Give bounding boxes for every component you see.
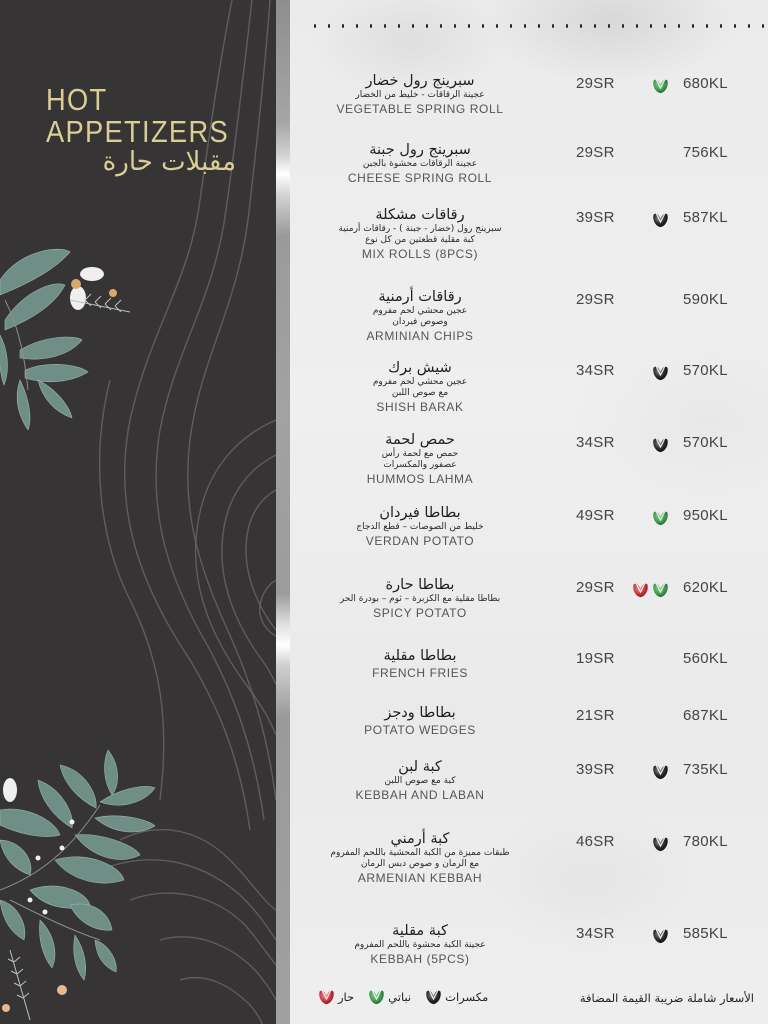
item-description-ar: مع الرمان و صوص دبس الرمان — [360, 859, 480, 869]
item-price: 34SR — [576, 362, 615, 379]
vegan-icon — [652, 77, 669, 94]
metallic-divider-strip — [276, 0, 290, 1024]
item-price: 49SR — [576, 507, 615, 524]
item-price: 29SR — [576, 144, 615, 161]
item-description-ar: عجينة الرقاقات محشوة بالجبن — [362, 159, 478, 169]
left-decorative-panel — [0, 0, 276, 1024]
item-name-ar: بطاطا حارة — [385, 577, 455, 593]
section-title-en-line1: HOT — [46, 82, 108, 117]
item-dietary-icons — [621, 146, 669, 164]
item-calories: 585KL — [683, 925, 728, 942]
item-name-ar: كبة لبن — [398, 759, 442, 775]
legend-nuts-label: مكسرات — [445, 989, 489, 1004]
vegan-icon — [368, 988, 385, 1005]
vegan-icon — [652, 509, 669, 526]
item-dietary-icons — [621, 581, 669, 599]
item-calories: 570KL — [683, 362, 728, 379]
spicy-icon — [318, 988, 335, 1005]
section-title-ar: مقبلات حارة — [102, 147, 236, 177]
vegan-icon — [652, 581, 669, 598]
item-text — [320, 704, 520, 738]
nuts-icon — [652, 436, 669, 453]
item-description-ar: عجين محشي لحم مفروم — [372, 377, 468, 387]
item-text — [320, 141, 520, 186]
item-calories: 687KL — [683, 707, 728, 724]
botanical-leaves-top-illustration — [0, 240, 140, 430]
item-dietary-icons — [621, 652, 669, 670]
botanical-leaves-bottom-illustration — [0, 740, 170, 1024]
item-description-ar: عجين محشي لحم مفروم — [372, 306, 468, 316]
item-description-ar: سبرينج رول (خضار - جبنة ) - رقاقات أرمنية — [338, 224, 502, 234]
item-description-ar: عجينة الرقاقات - خليط من الخضار — [355, 90, 485, 100]
item-name-ar: سبرينج رول جبنة — [369, 142, 471, 158]
item-description-ar: عجينة الكبة محشوة باللحم المفروم — [354, 940, 486, 950]
nuts-icon — [652, 927, 669, 944]
item-name-en: HUMMOS LAHMA — [366, 472, 474, 486]
dotted-divider — [308, 24, 766, 28]
section-title-en-line2: APPETIZERS — [46, 114, 229, 149]
item-dietary-icons — [621, 364, 669, 382]
item-text — [320, 504, 520, 549]
item-description-ar: خليط من الصوصات – قطع الدجاج — [356, 522, 484, 532]
nuts-icon — [652, 364, 669, 381]
item-price: 19SR — [576, 650, 615, 667]
item-dietary-icons — [621, 293, 669, 311]
menu-list-panel — [290, 0, 768, 1024]
item-name-en: KEBBAH AND LABAN — [355, 788, 485, 802]
item-price: 39SR — [576, 209, 615, 226]
item-text — [320, 206, 520, 262]
item-description-ar: مع صوص اللبن — [391, 388, 449, 398]
item-description-ar: كبة مع صوص اللبن — [384, 776, 456, 786]
item-name-en: MIX ROLLS (8PCS) — [361, 247, 479, 261]
item-description-ar: وصوص فيردان — [392, 317, 448, 327]
item-name-ar: بطاطا ودجز — [384, 705, 456, 721]
nuts-icon — [652, 835, 669, 852]
item-name-ar: رقاقات مشكلة — [375, 207, 465, 223]
item-dietary-icons — [621, 927, 669, 945]
legend-vegan-label: نباتي — [388, 989, 412, 1004]
item-name-en: SHISH BARAK — [376, 400, 464, 414]
item-name-ar: حمص لحمة — [385, 432, 455, 448]
section-title — [46, 84, 254, 177]
item-name-ar: سبرينج رول خضار — [365, 73, 475, 89]
item-name-ar: بطاطا مقلية — [383, 648, 457, 664]
item-dietary-icons — [621, 436, 669, 454]
item-text — [320, 359, 520, 415]
item-name-ar: شيش برك — [388, 360, 452, 376]
item-description-ar: حمص مع لحمة رأس — [381, 449, 459, 459]
nuts-icon — [425, 988, 442, 1005]
legend-vegan — [368, 988, 411, 1005]
menu-footer — [290, 988, 768, 1012]
vat-note: الأسعار شاملة ضريبة القيمة المضافة — [579, 991, 754, 1005]
item-dietary-icons — [621, 709, 669, 727]
item-name-en: VERDAN POTATO — [365, 534, 475, 548]
item-text — [320, 72, 520, 117]
item-name-ar: بطاطا فيردان — [379, 505, 461, 521]
item-calories: 756KL — [683, 144, 728, 161]
item-name-en: ARMINIAN CHIPS — [366, 329, 474, 343]
item-name-ar: كبة أرمني — [390, 831, 450, 847]
dietary-legend — [308, 988, 488, 1005]
item-price: 29SR — [576, 291, 615, 308]
item-price: 34SR — [576, 925, 615, 942]
item-text — [320, 576, 520, 621]
item-description-ar: بطاطا مقلية مع الكزبرة – ثوم – بودرة الحر — [339, 594, 501, 604]
item-description-ar: كبة مقلية قطعتين من كل نوع — [365, 235, 475, 245]
item-calories: 680KL — [683, 75, 728, 92]
item-dietary-icons — [621, 77, 669, 95]
item-price: 29SR — [576, 75, 615, 92]
item-description-ar: طبقات مميزة من الكبة المحشية باللحم المفروم — [330, 848, 510, 858]
item-calories: 560KL — [683, 650, 728, 667]
spicy-icon — [632, 581, 649, 598]
item-text — [320, 431, 520, 487]
item-description-ar: عصفور والمكسرات — [383, 460, 457, 470]
legend-spicy-label: حار — [338, 989, 355, 1004]
item-calories: 950KL — [683, 507, 728, 524]
item-dietary-icons — [621, 211, 669, 229]
item-name-en: ARMENIAN KEBBAH — [357, 871, 483, 885]
item-calories: 735KL — [683, 761, 728, 778]
item-name-en: VEGETABLE SPRING ROLL — [336, 102, 504, 116]
item-text — [320, 647, 520, 681]
item-price: 21SR — [576, 707, 615, 724]
item-name-en: KEBBAH (5PCS) — [370, 952, 470, 966]
item-name-ar: رقاقات أرمنية — [378, 289, 462, 305]
item-text — [320, 830, 520, 886]
item-name-en: CHEESE SPRING ROLL — [347, 171, 493, 185]
item-name-en: SPICY POTATO — [373, 606, 467, 620]
item-name-en: POTATO WEDGES — [364, 723, 476, 737]
legend-spicy — [318, 988, 354, 1005]
item-calories: 590KL — [683, 291, 728, 308]
item-price: 29SR — [576, 579, 615, 596]
item-name-ar: كبة مقلية — [392, 923, 448, 939]
item-text — [320, 922, 520, 967]
item-text — [320, 758, 520, 803]
item-dietary-icons — [621, 509, 669, 527]
item-calories: 620KL — [683, 579, 728, 596]
item-calories: 587KL — [683, 209, 728, 226]
item-calories: 570KL — [683, 434, 728, 451]
item-dietary-icons — [621, 835, 669, 853]
item-price: 34SR — [576, 434, 615, 451]
legend-nuts — [425, 988, 488, 1005]
item-price: 39SR — [576, 761, 615, 778]
nuts-icon — [652, 211, 669, 228]
item-text — [320, 288, 520, 344]
item-calories: 780KL — [683, 833, 728, 850]
nuts-icon — [652, 763, 669, 780]
item-name-en: FRENCH FRIES — [372, 666, 468, 680]
item-dietary-icons — [621, 763, 669, 781]
item-price: 46SR — [576, 833, 615, 850]
